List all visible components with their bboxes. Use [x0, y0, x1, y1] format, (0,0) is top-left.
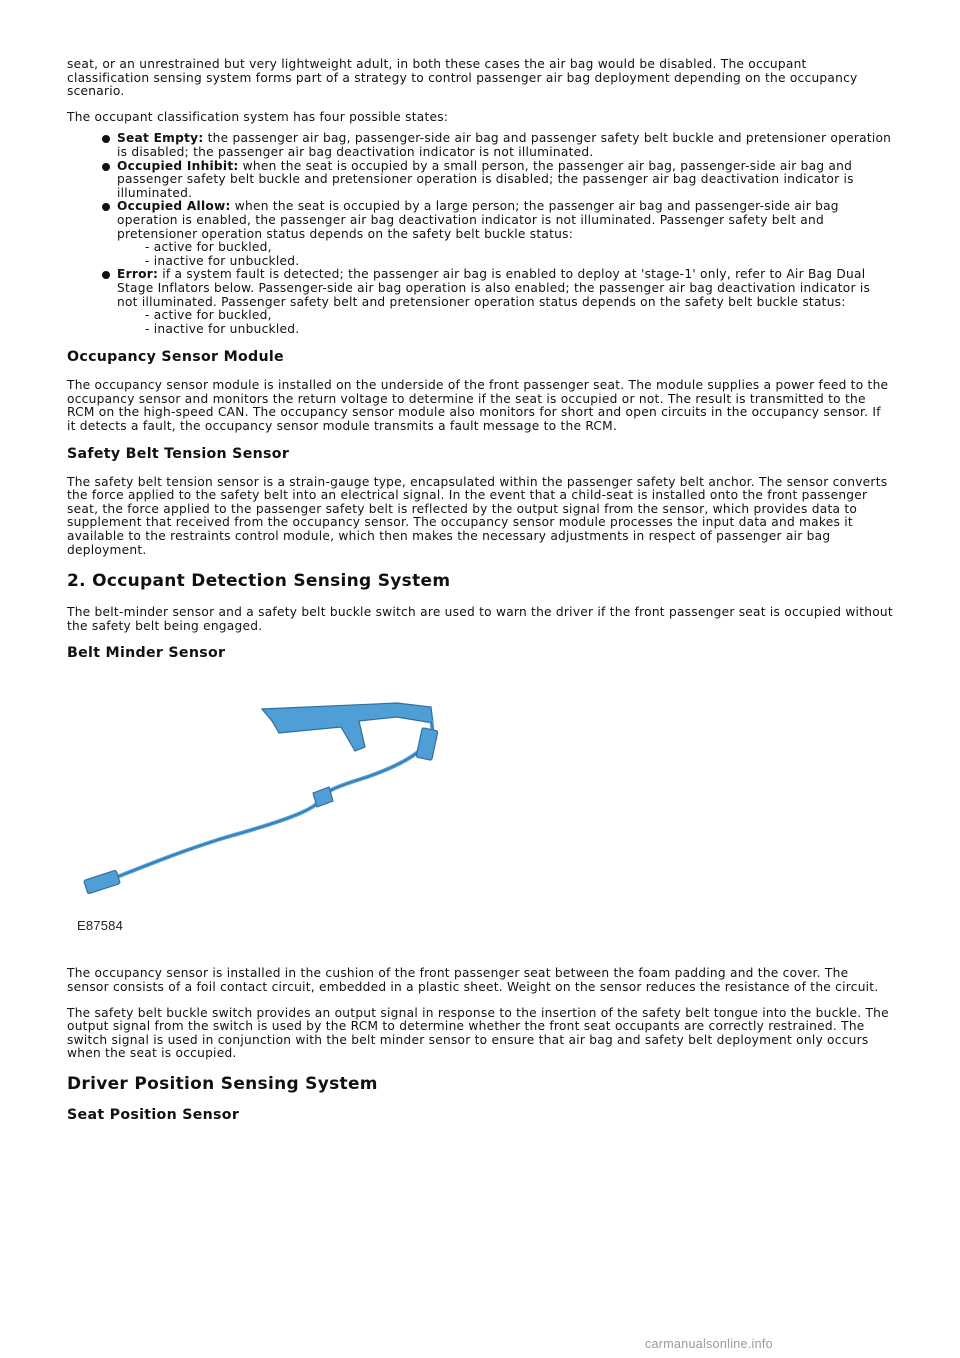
- sub-item: - inactive for unbuckled.: [145, 321, 300, 336]
- figure-label: E87584: [77, 918, 124, 934]
- list-item: [67, 200, 893, 268]
- harness-clip: [313, 787, 333, 807]
- watermark-text: carmanualsonline.info: [645, 1337, 773, 1351]
- occupant-detection-paragraph: The belt-minder sensor and a safety belt buckle switch are used to warn the driver if the front passenger seat is occupied without the safety belt being engaged.: [67, 605, 893, 633]
- harness-cable: [107, 721, 432, 881]
- document-content: [67, 58, 893, 1137]
- bullet-icon: [102, 163, 110, 171]
- state-text: if a system fault is detected; the passenger air bag is enabled to deploy at 'stage-1' only, refer to Air Bag Dual Stage Inflators below. Passenger-side air bag operation is also enabled; the passenger air bag deactivation indicator is not illuminated. Passenger safety belt and pretensioner operation status depends on the safety belt buckle status:: [117, 267, 871, 309]
- bullet-icon: [102, 271, 110, 279]
- belt-minder-sensor-illustration: [67, 687, 893, 943]
- end-connector: [84, 870, 121, 894]
- states-intro: The occupant classification system has four possible states:: [67, 109, 449, 124]
- intro-paragraph: seat, or an unrestrained but very lightweight adult, in both these cases the air bag would be disabled. The occupant classification sensing system forms part of a strategy to control passenger air bag deployment depending on the occupancy scenario.: [67, 57, 858, 99]
- belt-minder-paragraph-1: The occupancy sensor is installed in the cushion of the front passenger seat between the foam padding and the cover. The sensor consists of a foil contact circuit, embedded in a plastic sheet. Weight on the sensor reduces the resistance of the circuit.: [67, 966, 879, 994]
- section-heading-safety-belt-tension-sensor: Safety Belt Tension Sensor: [67, 445, 290, 462]
- mat-connector: [416, 728, 438, 761]
- occupant-states-list: [67, 132, 893, 336]
- bullet-icon: [102, 203, 110, 211]
- state-text: when the seat is occupied by a small person, the passenger air bag, passenger-side air bag and passenger safety belt buckle and pretensioner operation is disabled; the passenger air bag deactivation indicator is illuminated.: [117, 158, 854, 200]
- section-heading-occupancy-sensor-module: Occupancy Sensor Module: [67, 349, 284, 366]
- state-term: Seat Empty:: [117, 131, 204, 146]
- state-term: Error:: [117, 267, 159, 282]
- state-term: Occupied Inhibit:: [117, 158, 239, 173]
- bullet-icon: [102, 135, 110, 143]
- safety-belt-tension-paragraph: The safety belt tension sensor is a strain-gauge type, encapsulated within the passenger safety belt anchor. The sensor converts the force applied to the safety belt into an electrical signal. In the event that a child-seat is installed onto the front passenger seat, the force applied to the passenger safety belt is reflected by the output signal from the sensor, which provides data to supplement that received from the occupancy sensor. The occupancy sensor module processes the input data and makes it available to the restraints control module, which then makes the necessary adjustments in respect of passenger air bag deployment.: [67, 474, 888, 557]
- harness-cable-outline: [107, 721, 432, 881]
- list-item: [67, 132, 893, 159]
- list-item: [67, 160, 893, 201]
- section-heading-occupant-detection: 2. Occupant Detection Sensing System: [67, 571, 451, 592]
- state-term: Occupied Allow:: [117, 199, 231, 214]
- sensor-mat-shape: [262, 703, 433, 751]
- section-heading-seat-position-sensor: Seat Position Sensor: [67, 1106, 240, 1123]
- belt-minder-sensor-figure: [67, 687, 893, 943]
- sub-item: - active for buckled,: [145, 308, 272, 323]
- state-text: the passenger air bag, passenger-side air bag and passenger safety belt buckle and pretensioner operation is disabled; the passenger air bag deactivation indicator is not illuminated.: [117, 131, 892, 159]
- occupancy-sensor-module-paragraph: The occupancy sensor module is installed on the underside of the front passenger seat. The module supplies a power feed to the occupancy sensor and monitors the return voltage to determine if the seat is occupied or not. The result is transmitted to the RCM on the high-speed CAN. The occupancy sensor module also monitors for short and open circuits in the occupancy sensor. If it detects a fault, the occupancy sensor module transmits a fault message to the RCM.: [67, 378, 889, 434]
- belt-minder-paragraph-2: The safety belt buckle switch provides an output signal in response to the insertion of the safety belt tongue into the buckle. The output signal from the switch is used by the RCM to determine whether the front seat occupants are correctly restrained. The switch signal is used in conjunction with the belt minder sensor to ensure that air bag and safety belt deployment only occurs when the seat is occupied.: [67, 1005, 889, 1061]
- state-text: when the seat is occupied by a large person; the passenger air bag and passenger-side air bag operation is enabled, the passenger air bag deactivation indicator is not illuminated. Passenger safety belt and pretensioner operation status depends on the safety belt buckle status:: [117, 199, 839, 241]
- sub-item: - inactive for unbuckled.: [145, 253, 300, 268]
- sub-item: - active for buckled,: [145, 240, 272, 255]
- section-heading-driver-position: Driver Position Sensing System: [67, 1073, 378, 1094]
- section-heading-belt-minder-sensor: Belt Minder Sensor: [67, 645, 226, 662]
- list-item: [67, 268, 893, 336]
